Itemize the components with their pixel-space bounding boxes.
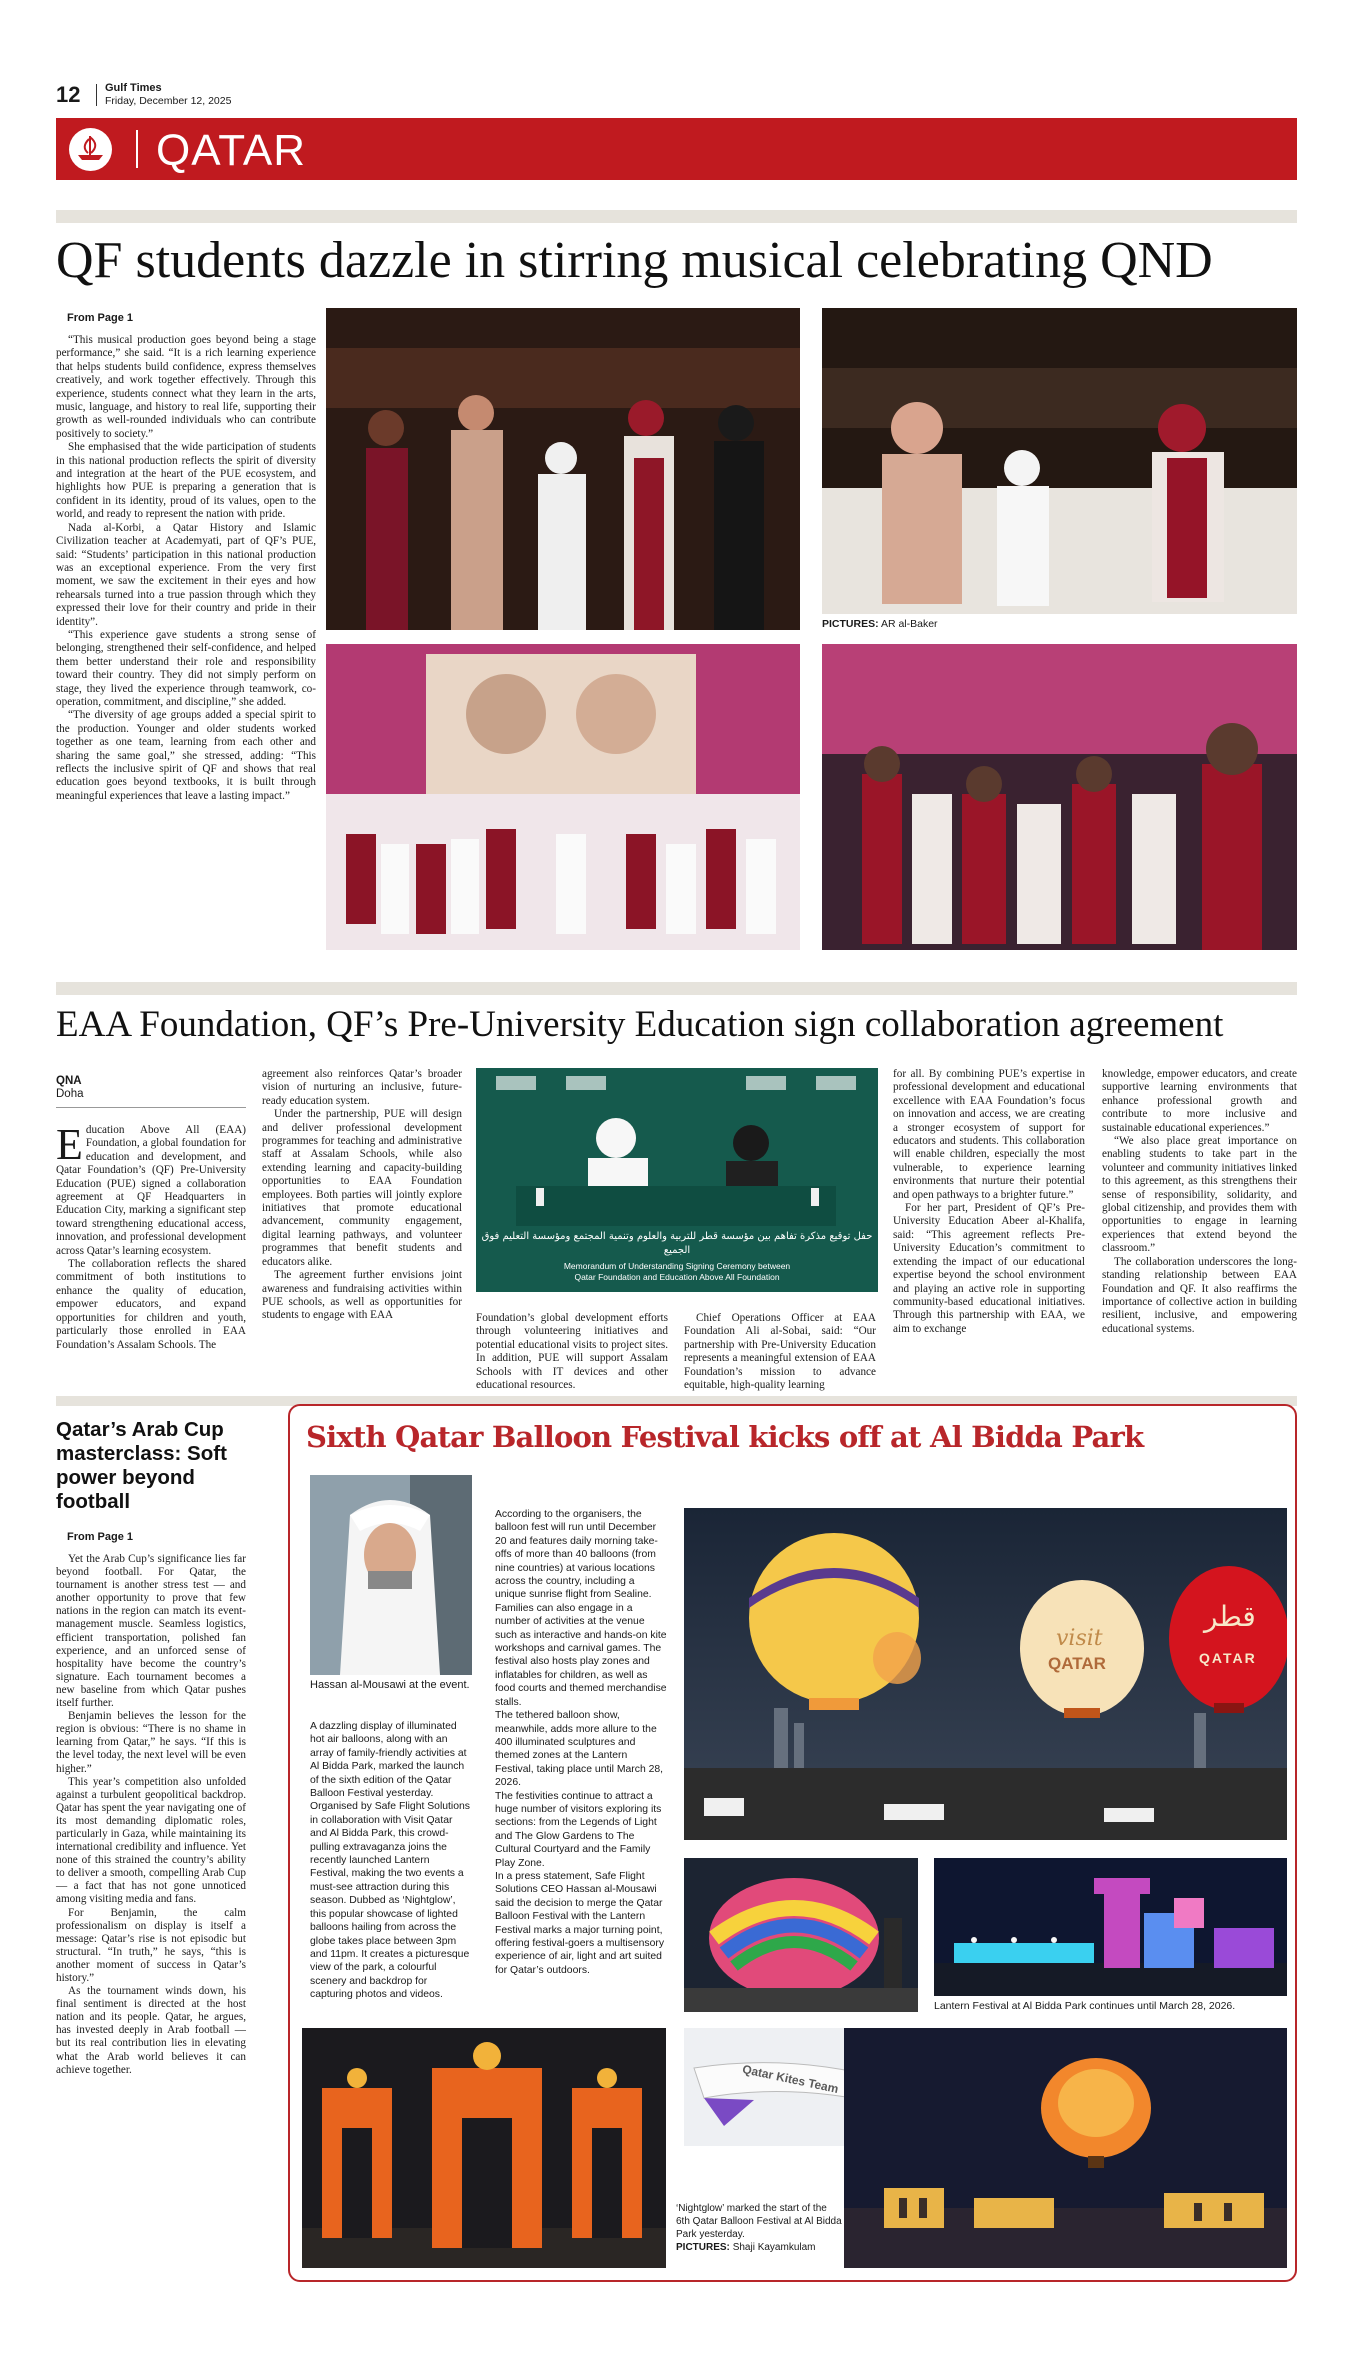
story3-headline: Qatar’s Arab Cup masterclass: Soft power beyond football: [56, 1418, 227, 1513]
story3-body: Yet the Arab Cup’s significance lies far beyond football. For Qatar, the tournament is another stress test — and another opportunity to prove that few nations in the region can match its event-management muscle. Seamless logistics, efficient transportation, polished fan experience, and an unforced sense of hospitality have become the country’s signature. Each tournament becomes a new baseline from which Qatar pushes itself further. Benjamin believes the lesson for the region is obvious: “There is no shame in learning from Qatar,” he says. “If this is the level today, the next level will be even higher.” This year’s competition also unfolded against a turbulent geopolitical backdrop. Qatar has spent the year navigating one of its most demanding diplomatic roles, particularly in Gaza, while maintaining its international credibility and influence. Yet none of this strained the country’s ability to deliver a smooth, compelling Arab Cup — a fact that has not gone unnoticed among visiting media and fans. For Benjamin, the calm professionalism on display is itself a message: Qatar’s rise is not episodic but structural. “In truth,” he says, “this is another moment of success in Qatar’s history.” As the tournament winds down, his final sentiment is directed at the host nation and its people. Qatar, he argues, has invested deeply in Arab football — but its real contribution lies in elevating what the Arab world believes it can achieve together.: [56, 1553, 246, 2076]
banner-english: Memorandum of Understanding Signing Ceremony between Qatar Foundation and Education Above All Foundation: [563, 1261, 791, 1282]
story2-byline: QNA: [56, 1075, 82, 1087]
dhow-logo-icon: [69, 128, 112, 171]
story2-col6: knowledge, empower educators, and create supportive learning environments that enhance professional growth and contribute to more inclusive and sustainable educational experiences.” “We also place great importance on enabling students to take part in the volunteer and community initiatives linked to this agreement, as this strengthens their sense of responsibility, solidarity, and global citizenship, and provides them with opportunities to engage in learning experiences that extend beyond the classroom.” The collaboration underscores the long-standing relationship between EAA Foundation and QF. It also reaffirms the importance of collective action in building resilient, inclusive, and empowering educational systems.: [1102, 1068, 1297, 1335]
story2-col5: for all. By combining PUE’s expertise in professional development and educational excellence with EAA Foundation’s focus on innovation and access, we are creating a stronger ecosystem of support for educators and students. This collaboration will enable children, especially the most vulnerable, to experience learning environments that nurture their potential and open pathways to a brighter future.” For her part, President of QF’s Pre-University Education Abeer al-Khalifa, said: “This agreement reflects Pre-University Education’s commitment to extending the impact of our educational expertise beyond the school environment and playing an active role in supporting community-based educational initiatives. Through this partnership with EAA, we aim to exchange: [893, 1068, 1085, 1335]
photo-audience-front-row: [822, 308, 1297, 614]
section-banner: [56, 118, 1297, 180]
photo-hassan-al-mousawi: [310, 1475, 472, 1675]
paper-name: Gulf Times: [105, 82, 162, 94]
story2-col1: Education Above All (EAA) Foundation, a global foundation for education and development, and Qatar Foundation’s (QF) Pre-University Education (PUE) signed a collaboration agreement at QF Headquarters in Education City, marking a significant step toward strengthening educational access, innovation, and professional development across Qatar’s learning ecosystem. The collaboration reflects the shared commitment of both institutions to enhance the quality of education, empower educators, and expand opportunities for children and youth, particularly those enrolled in EAA Foundation’s Assalam Schools. The: [56, 1120, 246, 1351]
issue-date: Friday, December 12, 2025: [105, 95, 232, 107]
photo-lantern-festival: [934, 1858, 1287, 1996]
story1-from-page: From Page 1: [67, 312, 134, 324]
photo-students-in-hall: [822, 644, 1297, 950]
story2-headline: EAA Foundation, QF’s Pre-University Education sign collaboration agreement: [56, 1004, 1224, 1045]
story2-dateline: Doha: [56, 1088, 84, 1100]
photo-illuminated-balloons: [684, 1508, 1287, 1840]
story1-body: “This musical production goes beyond being a stage performance,” she said. “It is a rich learning experience that helps students build confidence, express themselves creatively, and work together effectively. Through this experience, students connect what they learn in the arts, music, language, and history to real life, supporting their growth as well-rounded individuals who can contribute positively to society.” She emphasised that the wide participation of students in this national production reflects the spirit of diversity and integration at the heart of the PUE ecosystem, and highlights how PUE is preparing a generation that is confident in its identity, proud of its values, open to the world, and ready to represent the nation with pride. Nada al-Korbi, a Qatar History and Islamic Civilization teacher at Academyati, part of QF’s PUE, said: “Students’ participation in this national production was an exceptional experience. From the very first moment, we saw the excitement in their eyes and how rehearsals turned into a true passion through which they expressed their love for their country and pride in their identity”. “This experience gave students a strong sense of belonging, strengthened their self-confidence, and helped them better understand their role and responsibility toward their country. They did not simply perform on stage, they lived the experience through teamwork, co-operation, commitment, and discipline,” she added. “The diversity of age groups added a special spirit to the production. Younger and older students worked together as one team, learning from each other and sharing the same goal,” she stressed, adding: “This reflects the inclusive spirit of QF and shows that real education goes beyond textbooks, it is built through meaningful experiences that leave a lasting impact.”: [56, 334, 316, 802]
balloon-label-qatar-red: QATAR: [1199, 1650, 1257, 1666]
banner-arabic: حفل توقيع مذكرة تفاهم بين مؤسسة قطر للتربية والعلوم وتنمية المجتمع ومؤسسة التعليم فوق الجميع: [481, 1231, 873, 1256]
story4-col1: A dazzling display of illuminated hot air balloons, along with an array of family-friendly activities at Al Bidda Park, marked the launch of the sixth edition of the Qatar Balloon Festival yesterday. Organised by Safe Flight Solutions in collaboration with Visit Qatar and Al Bidda Park, this crowd-pulling extravaganza joins the recently launched Lantern Festival, making the two events a must-see attraction during this season. Dubbed as ‘Nightglow’, this popular showcase of lighted balloons hailing from across the globe takes place between 3pm and 11pm. It creates a picturesque view of the park, a colourful scenery and backdrop for capturing photos and videos.: [310, 1721, 470, 2001]
photo-mou-signing: [476, 1068, 878, 1292]
portrait-caption: Hassan al-Mousawi at the event.: [310, 1679, 470, 1691]
story2-col2: agreement also reinforces Qatar’s broader vision of nurturing an inclusive, future-ready education system. Under the partnership, PUE will design and deliver professional development programmes for teaching and administrative staff at Assalam Schools, while also extending learning and capacity-building opportunities to EAA Foundation employees. Both parties will jointly explore initiatives that promote educational advancement, community engagement, digital learning pathways, and volunteer programmes that benefit students and educators alike. The agreement further envisions joint awareness and fundraising activities within PUE schools, as well as opportunities for students to engage with EAA: [262, 1068, 462, 1322]
story2-col4: Chief Operations Officer at EAA Foundation Ali al-Sobai, said: “Our partnership with Pre-University Education represents a meaningful extension of EAA Foundation’s mission to advance equitable, high-quality learning: [684, 1312, 876, 1392]
story1-headline: QF students dazzle in stirring musical celebrating QND: [56, 232, 1213, 289]
story1-photo-credit: PICTURES: AR al-Baker: [822, 618, 938, 630]
balloon-label-visit: visit: [1056, 1626, 1103, 1651]
story4-headline: Sixth Qatar Balloon Festival kicks off at Al Bidda Park: [306, 1420, 1144, 1454]
story4-col2: According to the organisers, the balloon fest will run until December 20 and features daily morning take-offs of more than 40 balloons (from nine countries) at various locations across the country, including a unique sunrise flight from Sealine. Families can also engage in a number of activities at the venue such as interactive and hands-on kite workshops and carnival games. The festival also hosts play zones and inflatables for children, as well as food courts and themed merchandise stalls. The tethered balloon show, meanwhile, adds more allure to the 400 illuminated sculptures and themed zones at the Lantern Festival, taking place until March 28, 2026. The festivities continue to attract a huge number of visitors exploring its sections: from the Legends of Light and The Glow Gardens to The Cultural Courtyard and the Family Play Zone. In a press statement, Safe Flight Solutions CEO Hassan al-Mousawi said the decision to merge the Qatar Balloon Festival with the Lantern Festival marks a major turning point, offering festival-goers a multisensory experience of air, light and art suited for Qatar’s outdoors.: [495, 1509, 667, 1976]
photo-balloon-inflating: [684, 1858, 918, 2012]
kite-banner-text: Qatar Kites Team: [741, 2062, 840, 2097]
balloon-label-qatar: QATAR: [1048, 1654, 1106, 1673]
photo-choir-on-stage: [326, 644, 800, 950]
balloon-label-arabic: قطر: [1204, 1600, 1256, 1633]
nightglow-caption: ‘Nightglow’ marked the start of the 6th Qatar Balloon Festival at Al Bidda Park yesterday. PICTURES: Shaji Kayamkulam: [676, 2203, 842, 2253]
story3-from-page: From Page 1: [67, 1531, 134, 1543]
section-title: QATAR: [156, 126, 307, 175]
story2-col3: Foundation’s global development efforts through volunteering initiatives and potential educational visits to project sites. In addition, PUE will support Assalam Schools with IT devices and other educational resources.: [476, 1312, 668, 1392]
photo-nightglow-balloon: [844, 2028, 1287, 2268]
page-number: 12: [56, 82, 81, 107]
lantern-caption: Lantern Festival at Al Bidda Park continues until March 28, 2026.: [934, 2000, 1236, 2012]
photo-lantern-arches: [302, 2028, 666, 2268]
photo-students-stage-portrait: [326, 308, 800, 630]
